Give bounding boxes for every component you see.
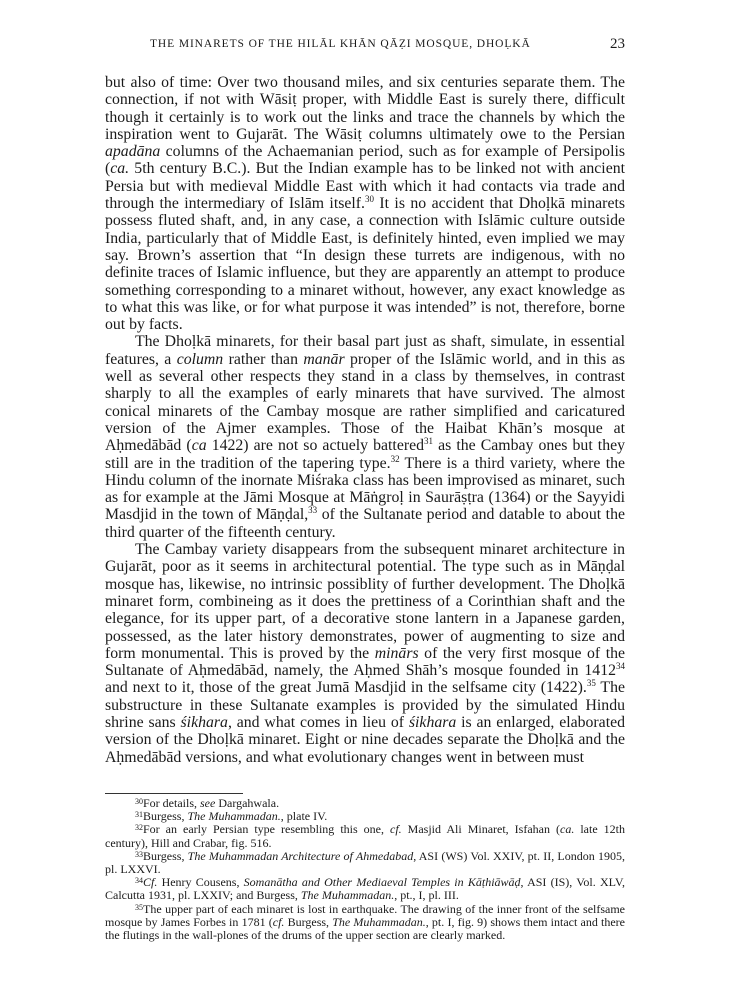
- italic-run: manār: [303, 350, 345, 368]
- body-paragraph: [105, 541, 625, 766]
- text-run: and next to it, those of the great Jumā Masdjid in the selfsame city (1422).: [105, 679, 587, 697]
- text-run: There is a third variety, where the Hindu column of the inornate Miśraka class has been improvised as minaret, such as for example at the Jāmi Mosque at Māṅgroḷ in Saurāṣṭra (1364) or the Sayyidi Masdjid in the town of Māṇḍal,: [105, 454, 625, 524]
- italic-run: column: [176, 350, 224, 368]
- text-run: The substructure in these Sultanate examples is provided by the simulated Hindu shrine sans: [105, 679, 625, 731]
- text-run: , and what comes in lieu of: [227, 713, 409, 731]
- text-run: of the Sultanate period and datable to about the third quarter of the fifteenth century.: [105, 506, 625, 541]
- text-run: The Cambay variety disappears from the subsequent minaret architecture in Gujarāt, poor as it seems in architectural potential. The type such as in Māṇḍal mosque has, likewise, no intrinsic possiblity of further development. The Dhoḷkā minaret form, combineing as it does the prettiness of a Corinthian shaft and the elegance, for its upper part, of a decorative stone lantern in a Japanese garden, possessed, as the later history demonstrates, power of augmenting to size and form monumental. This is proved by the: [105, 541, 625, 662]
- text-run: For details,: [143, 796, 200, 810]
- text-run: Henry Cousens,: [157, 875, 244, 890]
- italic-run: cf.: [272, 914, 285, 929]
- footnote-marker: 31: [135, 810, 143, 820]
- text-run: columns of the Achaemanian period, such as for example of Persipolis (: [105, 143, 625, 178]
- text-run: of the very first mosque of the Sultanate of Aḥmedābād, namely, the Aḥmed Shāh’s mosque founded in 1412: [105, 644, 625, 680]
- italic-run: cf.: [390, 822, 402, 837]
- footnote-marker: 34: [616, 661, 625, 672]
- italic-run: The Muhammadan.: [332, 914, 426, 929]
- text-run: Burgess,: [284, 914, 333, 929]
- footnote: [105, 903, 625, 943]
- footnote-marker: 33: [135, 849, 143, 859]
- text-run: Masjid Ali Minaret, Isfahan (: [401, 822, 561, 837]
- italic-run: śikhara: [180, 713, 228, 731]
- italic-run: ca.: [560, 822, 575, 837]
- footnote-marker: 31: [424, 436, 434, 447]
- italic-run: The Muhammadan.: [187, 809, 281, 824]
- italic-run: ca: [191, 437, 207, 455]
- text-run: is an enlarged, elaborated version of the Dhoḷkā minaret. Eight or nine decades separate the Dhoḷkā and the Aḥmedābād versions, and what evolutionary changes went in between must: [105, 713, 625, 766]
- text-run: Dargahwala.: [215, 796, 280, 810]
- text-run: , ASI (WS) Vol. XXIV, pt. II, London 1905, pl. LXXVI.: [105, 848, 625, 877]
- page-header: [105, 36, 625, 56]
- text-run: as the Cambay ones but they still are in the tradition of the tapering type.: [105, 437, 626, 472]
- text-run: , pt. I, fig. 9) shows them intact and there the flutings in the wall-plones of the drums of the upper section are clearly marked.: [105, 914, 626, 943]
- footnote: [105, 850, 625, 876]
- italic-run: Somanātha and Other Mediaeval Temples in Kāṭhiāwāḍ: [243, 875, 521, 890]
- italic-run: The Muhammadan Architecture of Ahmedabad: [187, 848, 414, 863]
- footnote: [105, 823, 625, 849]
- body-paragraph: [105, 74, 625, 333]
- footnote-marker: 33: [308, 505, 318, 516]
- italic-run: ca.: [110, 160, 130, 178]
- footnote-marker: 32: [390, 453, 400, 464]
- footnote-separator: [105, 793, 243, 794]
- footnote: [105, 876, 625, 902]
- text-run: 1422) are not so actuely battered: [206, 437, 425, 455]
- text-run: It is no accident that Dhoḷkā minarets possess fluted shaft, and, in any case, a connection with Islāmic culture outside India, particularly that of Middle East, is definitely hinted, even implied we may say. Brown’s assertion that “In design these turrets are indigenous, with no definite traces of Islamic influence, but they are apparently an attempt to produce something corresponding to a minaret without, however, any exact knowledge as to what this was like, or for what purpose it was intended” is not, therefore, borne out by facts.: [105, 195, 625, 334]
- page-number: 23: [610, 36, 625, 52]
- italic-run: The Muhammadan.: [300, 888, 395, 903]
- text-run: , ASI (IS), Vol. XLV, Calcutta 1931, pl. LXXIV; and Burgess,: [105, 875, 625, 903]
- footnote-marker: 35: [586, 678, 596, 689]
- text-run: but also of time: Over two thousand miles, and six centuries separate them. The connection, if not with Wāsiṭ proper, with Middle East is surely there, difficult though it certainly is to work out the links and trace the channels by which the inspiration went to Gujarāt. The Wāsiṭ columns ultimately owe to the Persian: [105, 74, 625, 143]
- text-run: Burgess,: [143, 809, 188, 824]
- text-run: , plate IV.: [280, 809, 328, 824]
- text-run: Burgess,: [143, 848, 188, 863]
- text-run: , pt., I, pl. III.: [394, 888, 459, 903]
- italic-run: śikhara: [408, 713, 457, 731]
- footnote-marker: 32: [135, 823, 143, 833]
- text-run: The upper part of each minaret is lost in earthquake. The drawing of the inner front of the selfsame mosque by James Forbes in 1781 (: [105, 901, 625, 929]
- footnote-marker: 35: [135, 902, 143, 912]
- body-paragraph: [105, 333, 625, 541]
- italic-run: minārs: [374, 644, 419, 662]
- footnote-marker: 30: [135, 797, 143, 806]
- text-run: rather than: [223, 350, 304, 368]
- italic-run: Cf.: [143, 875, 158, 890]
- body-text: [105, 74, 625, 766]
- text-run: 5th century B.C.). But the Indian example has to be linked not with ancient Persia but with medieval Middle East with which it had contacts via trade and through the intermediary of Islām itself.: [105, 160, 625, 213]
- footnote-marker: 30: [364, 194, 374, 205]
- running-title: THE MINARETS OF THE HILĀL KHĀN QĀẒI MOSQUE, DHOḶKĀ: [150, 38, 531, 50]
- text-run: For an early Persian type resembling this one,: [143, 822, 390, 837]
- text-run: The Dhoḷkā minarets, for their basal part just as shaft, simulate, in essential features, a: [105, 333, 625, 368]
- text-run: late 12th century), Hill and Crabar, fig. 516.: [105, 822, 626, 850]
- italic-run: apadāna: [105, 143, 161, 161]
- italic-run: see: [200, 796, 216, 810]
- footnotes: [105, 797, 625, 942]
- footnote-marker: 34: [135, 876, 143, 886]
- text-run: proper of the Islāmic world, and in this as well as several other respects they stand in a class by themselves, in contrast sharply to all the examples of early minarets that have survived. The almost conical minarets of the Cambay mosque are rather simplified and caricatured version of the Ajmer examples. Those of the Haibat Khān’s mosque at Aḥmedābād (: [105, 350, 625, 455]
